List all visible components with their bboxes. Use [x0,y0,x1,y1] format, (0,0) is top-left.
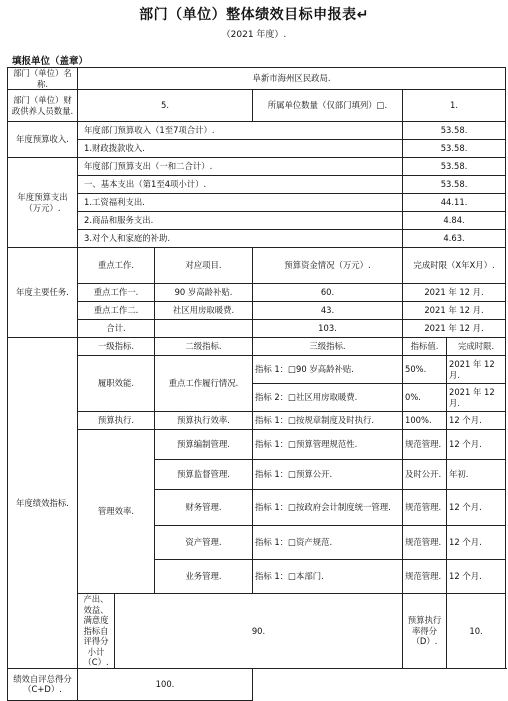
indicators-header-row [8,338,506,356]
expense-item-value: 4.63. [403,230,506,248]
expense-row-3 [8,212,506,230]
form-title: 部门（单位）整体绩效目标申报表↵ [139,7,369,23]
income-row-0 [8,122,506,140]
form-year: （2021 年度）. [221,30,287,40]
indicator-value: 规范管理. [403,490,447,526]
indicator-row [8,430,506,460]
expense-label: 年度预算支出（万元）. [8,158,78,248]
indicator-level3: 指标 2：□社区用房取暖费. [253,384,403,412]
tasks-header-deadline: 完成时限（X年X月）. [403,248,506,284]
score-subtotal-value: 90. [115,594,403,669]
task-amount: 60. [253,284,403,302]
indicator-value: 规范管理. [403,560,447,594]
tasks-header-amount: 预算资金情况（万元）. [253,248,403,284]
indicators-header-level1: 一级指标. [78,338,155,356]
indicator-level2: 财务管理. [155,490,253,526]
income-item-name: 年度部门预算收入（1至7项合计）. [78,122,403,140]
indicator-level2: 业务管理. [155,560,253,594]
indicators-header-deadline: 完成时限. [447,338,506,356]
score-total-value: 100. [78,668,253,700]
tasks-header-project: 对应项目. [155,248,253,284]
income-item-name: 1.财政拨款收入. [78,140,403,158]
dept-name-value: 阜新市海州区民政局. [78,68,506,90]
expense-row-4 [8,230,506,248]
expense-item-name: 3.对个人和家庭的补助. [78,230,403,248]
indicator-level3: 指标 1：□预算公开. [253,460,403,490]
score-subtotal-row [8,594,506,669]
score-total-label: 绩效自评总得分（C+D）. [8,668,78,700]
income-item-value: 53.58. [403,122,506,140]
filler-label: 填报单位（盖章） [12,56,89,67]
expense-item-name: 年度部门预算支出（一和二合计）. [78,158,403,176]
indicator-level3: 指标 1：□本部门. [253,560,403,594]
expense-item-value: 53.58. [403,176,506,194]
expense-row-0 [8,158,506,176]
subunit-value: 1. [403,90,506,122]
task-deadline: 2021 年 12 月. [403,284,506,302]
tasks-total-label: 合计. [78,320,155,338]
indicator-level2: 预算执行效率. [155,412,253,430]
staff-value: 5. [78,90,253,122]
indicator-row [8,356,506,384]
task-project: 90 岁高龄补贴. [155,284,253,302]
indicator-level2: 预算编制管理. [155,430,253,460]
subunit-label: 所属单位数量（仅部门填列）□. [253,90,403,122]
indicator-value: 0%. [403,384,447,412]
task-work: 重点工作一. [78,284,155,302]
indicator-level3: 指标 1：□90 岁高龄补贴. [253,356,403,384]
indicator-deadline: 12 个月. [447,412,506,430]
indicators-header-level3: 三级指标. [253,338,403,356]
task-row [8,284,506,302]
indicator-value: 100%. [403,412,447,430]
budget-exec-score-label: 预算执行率得分（D）. [403,594,447,669]
tasks-total-deadline: 2021 年 12 月. [403,320,506,338]
expense-item-name: 一、基本支出（第1至4项小计）. [78,176,403,194]
indicator-deadline: 12 个月. [447,490,506,526]
dept-name-label: 部门（单位）名称. [8,68,78,90]
indicator-value: 及时公开. [403,460,447,490]
indicator-deadline: 12 个月. [447,526,506,560]
score-total-row [8,668,506,700]
indicator-deadline: 年初. [447,460,506,490]
tasks-total-row [8,320,506,338]
income-row-1 [8,140,506,158]
expense-row-2 [8,194,506,212]
indicator-deadline: 12 个月. [447,430,506,460]
indicator-level1-performance: 履职效能. [78,356,155,412]
expense-item-name: 1.工资福利支出. [78,194,403,212]
indicator-value: 规范管理. [403,430,447,460]
indicators-header-level2: 二级指标. [155,338,253,356]
tasks-header-work: 重点工作. [78,248,155,284]
indicator-level3: 指标 1：□预算管理规范性. [253,430,403,460]
expense-row-1 [8,176,506,194]
task-work: 重点工作二. [78,302,155,320]
tasks-total-amount: 103. [253,320,403,338]
indicators-label: 年度绩效指标. [8,338,78,669]
indicator-deadline: 2021 年 12 月. [447,384,506,412]
indicator-value: 规范管理. [403,526,447,560]
budget-exec-score-value: 10. [447,594,506,669]
staff-row [8,90,506,122]
task-amount: 43. [253,302,403,320]
dept-name-row [8,68,506,90]
indicator-value: 50%. [403,356,447,384]
income-item-value: 53.58. [403,140,506,158]
indicator-level2-key-work: 重点工作履行情况. [155,356,253,412]
indicator-level3: 指标 1：□资产规范. [253,526,403,560]
expense-item-value: 53.58. [403,158,506,176]
staff-label: 部门（单位）财政供养人员数量. [8,90,78,122]
indicators-header-value: 指标值. [403,338,447,356]
indicator-row [8,412,506,430]
indicator-level2: 资产管理. [155,526,253,560]
task-row [8,302,506,320]
indicator-level3: 指标 1：□按规章制度及时执行. [253,412,403,430]
tasks-label: 年度主要任务. [8,248,78,338]
indicator-deadline: 2021 年 12 月. [447,356,506,384]
income-label: 年度预算收入. [8,122,78,158]
indicator-level3: 指标 1：□按政府会计制度统一管理. [253,490,403,526]
expense-item-value: 44.11. [403,194,506,212]
task-deadline: 2021 年 12 月. [403,302,506,320]
indicator-level2: 预算监督管理. [155,460,253,490]
indicator-level1-budget-exec: 预算执行. [78,412,155,430]
performance-target-table [7,67,506,701]
score-subtotal-label: 产出、效益、满意度指标自评得分小计（C）. [78,594,115,669]
indicator-deadline: 12 个月. [447,560,506,594]
indicator-level1-management: 管理效率. [78,430,155,594]
expense-item-value: 4.84. [403,212,506,230]
tasks-header-row [8,248,506,284]
task-project: 社区用房取暖费. [155,302,253,320]
expense-item-name: 2.商品和服务支出. [78,212,403,230]
